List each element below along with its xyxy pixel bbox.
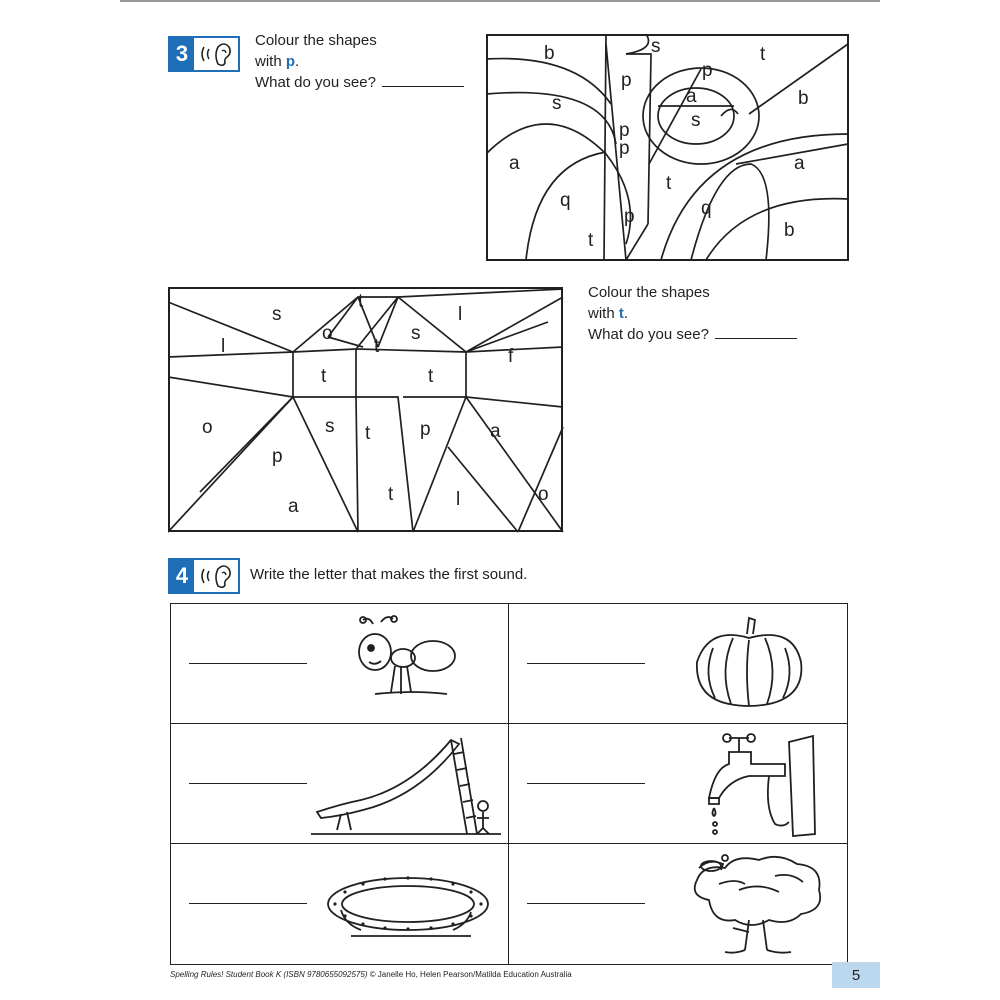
puzzle-letter: o [322, 323, 333, 344]
copyright: © Janelle Ho, Helen Pearson/Matilda Education Australia [367, 970, 572, 979]
tree-icon [679, 850, 829, 960]
puzzle-letter: s [552, 93, 562, 114]
answer-line[interactable] [527, 662, 645, 664]
target-letter: p [285, 53, 296, 70]
book-title: Spelling Rules! Student Book K (ISBN 9780655092575) [170, 970, 368, 979]
instruction-line: Colour the shapes [588, 284, 710, 301]
puzzle-letter: l [456, 489, 461, 510]
puzzle-letter: a [490, 421, 501, 442]
puzzle-letter: p [420, 419, 431, 440]
ant-icon [351, 614, 461, 714]
exercise-4-instruction: Write the letter that makes the first sound. [250, 566, 528, 583]
ear-icon [194, 560, 238, 592]
grid-cell-pumpkin [509, 604, 847, 724]
puzzle-letter: a [686, 86, 697, 107]
puzzle-letter: t [588, 230, 594, 251]
puzzle-letter: t [760, 44, 766, 65]
instruction-line: Colour the shapes [255, 32, 377, 49]
puzzle-letter: p [702, 60, 713, 81]
puzzle-letter: p [619, 138, 630, 159]
puzzle-letter: b [784, 220, 795, 241]
answer-line[interactable] [189, 902, 307, 904]
grid-cell-trampoline [171, 844, 509, 964]
puzzle-letter: b [544, 43, 555, 64]
puzzle-letter: s [325, 416, 335, 437]
puzzle-letter: q [701, 198, 712, 219]
puzzle-letter: p [621, 70, 632, 91]
colour-puzzle-t [168, 287, 564, 538]
exercise-4-badge [168, 558, 240, 594]
puzzle-letter: t [666, 173, 672, 194]
answer-line[interactable] [527, 902, 645, 904]
exercise-3-badge [168, 36, 240, 72]
answer-line[interactable] [189, 662, 307, 664]
puzzle-letter: t [358, 291, 364, 312]
puzzle-letter: p [272, 446, 283, 467]
puzzle-letter: q [560, 190, 571, 211]
instruction-line: What do you see? [588, 324, 797, 345]
puzzle-letter: t [321, 366, 327, 387]
instruction-line: with t. [588, 305, 629, 322]
pumpkin-icon [689, 612, 809, 712]
grid-cell-ant [171, 604, 509, 724]
puzzle-letter: l [458, 304, 463, 325]
page-number: 5 [832, 962, 880, 988]
target-letter: t [618, 305, 624, 322]
grid-cell-tap [509, 724, 847, 844]
puzzle-letter: a [288, 496, 299, 517]
puzzle-letter: s [651, 36, 661, 57]
puzzle-letter: o [538, 484, 549, 505]
puzzle-letter: p [619, 120, 630, 141]
puzzle-letter: s [272, 304, 282, 325]
ear-icon [194, 38, 238, 70]
answer-blank[interactable] [382, 73, 464, 87]
instruction-line: with p. [255, 53, 300, 70]
instruction-line: What do you see? [255, 72, 464, 93]
puzzle-letter: p [624, 206, 635, 227]
answer-line[interactable] [527, 782, 645, 784]
puzzle-letter: t [374, 336, 380, 357]
colour-puzzle-p [486, 34, 850, 267]
first-sound-grid [170, 603, 848, 965]
puzzle-letter: t [365, 423, 371, 444]
puzzle-letter: o [202, 417, 213, 438]
puzzle-letter: a [509, 153, 520, 174]
grid-cell-tree [509, 844, 847, 964]
puzzle-letter: l [221, 336, 226, 357]
answer-blank[interactable] [715, 325, 797, 339]
instruction-colour-p [255, 30, 464, 93]
exercise-number: 3 [170, 38, 194, 70]
footer-credit [170, 970, 572, 979]
exercise-number: 4 [170, 560, 194, 592]
puzzle-letter: s [411, 323, 421, 344]
puzzle-letter: a [794, 153, 805, 174]
trampoline-icon [321, 862, 496, 952]
grid-cell-slide [171, 724, 509, 844]
answer-line[interactable] [189, 782, 307, 784]
puzzle-letter: t [388, 484, 394, 505]
instruction-colour-t [588, 282, 797, 345]
puzzle-letter: t [428, 366, 434, 387]
top-rule [120, 0, 880, 2]
puzzle-letter: f [508, 346, 514, 367]
slide-icon [311, 730, 501, 840]
puzzle-letter: b [798, 88, 809, 109]
puzzle-letter: s [691, 110, 701, 131]
tap-icon [689, 728, 819, 840]
